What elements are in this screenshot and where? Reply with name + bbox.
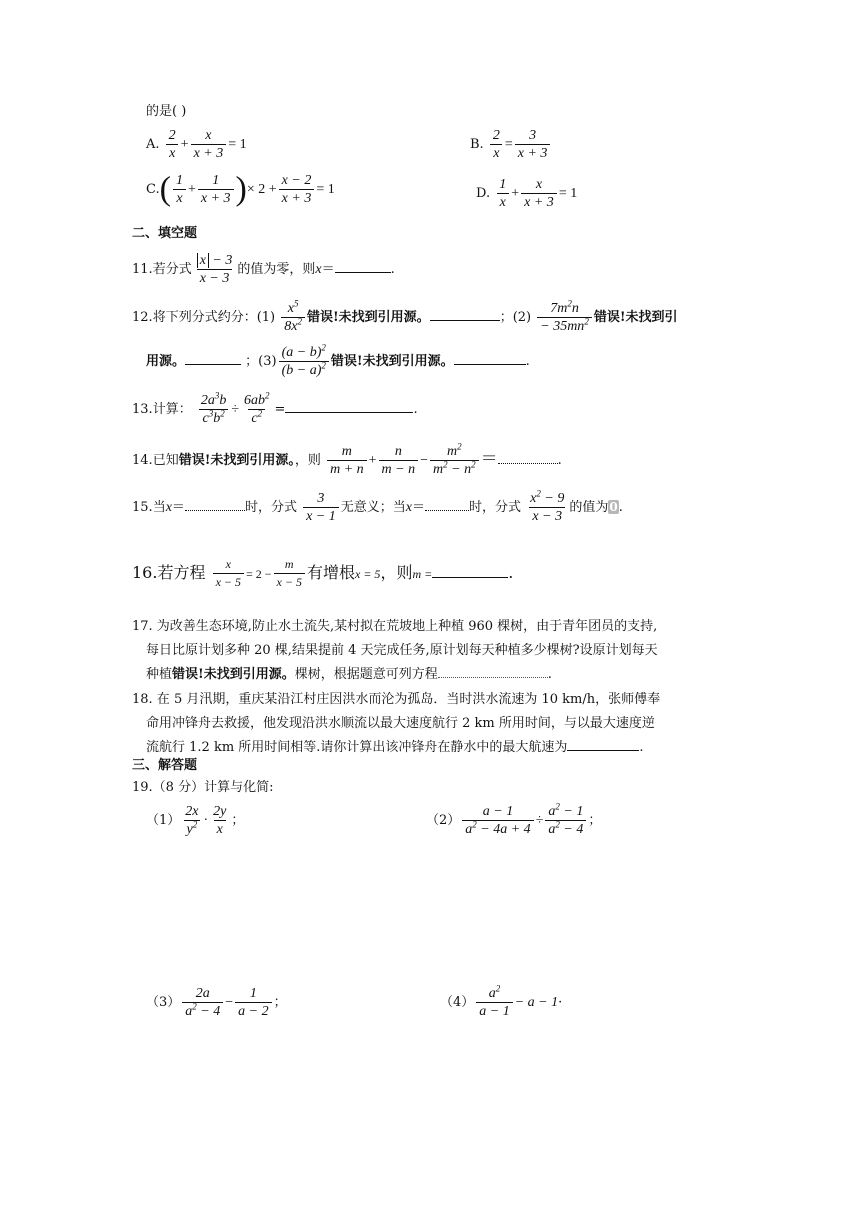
q10-option-c[interactable]: C.( $\frac{1}{x}$ + $\frac{1}{x + 3}$ )× 2 + $\frac{x - 2}{x + 3}$ = 1 [146, 170, 335, 208]
question-19-part2: （2） $\frac{a - 1}{a^2 - 4a + 4}$ ÷ $\frac{a^2 - 1}{a^2 - 4}$ ； [426, 801, 602, 837]
q10-option-b[interactable]: B. $\frac{2}{x}$ = $\frac{3}{x + 3}$ [470, 127, 552, 162]
answer-blank[interactable] [454, 350, 526, 365]
question-17: 17. 为改善生态环境,防止水土流失,某村拟在荒坡地上种植 960 棵树，由于青年团员的支持, 每日比原计划多种 20 棵,结果提前 4 天完成任务,原计划每天种植多少棵树?设原计划每天 种植错误!未找到引用源。棵树，根据题意可列方程 . [132, 619, 658, 682]
answer-blank[interactable] [185, 496, 245, 511]
q10-option-a[interactable]: A. $\frac{2}{x}$ + $\frac{x}{x + 3}$ = 1 [146, 128, 247, 161]
question-12: 12.将下列分式约分：(1) $\frac{x^5}{8x^2}$ 错误!未找到引用源。 ；(2) $\frac{7m^2n}{- 35mn^2}$ 错误!未找到引 [132, 298, 678, 334]
answer-blank[interactable] [335, 258, 391, 273]
question-18: 18. 在 5 月汛期，重庆某沿江村庄因洪水而沦为孤岛．当时洪水流速为 10 km/h，张师傅奉 命用冲锋舟去救援，他发现沿洪水顺流以最大速度航行 2 km 所用时间，与以最大速度逆 流航行 1.2 km 所用时间相等.请你计算出该冲锋舟在静水中的最大航速为 . [132, 692, 661, 755]
section-heading-solve: 三、解答题 [132, 758, 198, 773]
question-13: 13.计算： $\frac{2a^3b}{c^3b^2}$ ÷ $\frac{6ab^2}{c^2}$ = . [132, 390, 418, 426]
q10-option-d[interactable]: D. $\frac{1}{x}$ + $\frac{x}{x + 3}$ = 1 [476, 177, 578, 210]
answer-blank[interactable] [185, 350, 241, 365]
question-19-part3: （3） $\frac{2a}{a^2 - 4}$ − $\frac{1}{a - 2}$ ； [146, 986, 287, 1019]
question-12-cont: 用源。 ；(3) $\frac{(a - b)^2}{(b - a)^2}$ 错误!未找到引用源。 . [146, 342, 530, 378]
question-11: 11.若分式 $\frac{x - 3}{x - 3}$ 的值为零，则x＝ . [132, 253, 395, 286]
question-19-heading: 19.（8 分）计算与化简: [132, 780, 274, 795]
answer-blank[interactable] [567, 736, 639, 751]
answer-blank[interactable] [430, 306, 500, 321]
q10-tail: 的是( ) [146, 104, 187, 119]
answer-blank[interactable] [432, 563, 508, 578]
question-19-part4: （4） $\frac{a^2}{a - 1}$ − a − 1· [440, 983, 563, 1019]
answer-blank[interactable] [438, 665, 548, 678]
answer-blank[interactable] [425, 496, 469, 511]
answer-blank[interactable] [498, 449, 558, 464]
question-15: 15.当x＝ 时，分式 $\frac{3}{x - 1}$ 无意义；当x＝ 时，分式 $\frac{x^2 - 9}{x - 3}$ 的值为0. [132, 488, 623, 524]
section-heading-fill-blank: 二、填空题 [132, 226, 198, 241]
answer-blank[interactable] [285, 398, 413, 413]
question-19-part1: （1） $\frac{2x}{y^2}$ · $\frac{2y}{x}$ ； [146, 804, 245, 837]
question-14: 14.已知错误!未找到引用源。，则 $\frac{m}{m + n}$ + $\frac{n}{m - n}$ − $\frac{m^2}{m^2 - n^2}$ ＝ . [132, 441, 562, 477]
question-16: 16.若方程 $\frac{x}{x - 5}$ = 2 − $\frac{m}{x - 5}$ 有增根x = 5，则m = . [132, 557, 514, 589]
